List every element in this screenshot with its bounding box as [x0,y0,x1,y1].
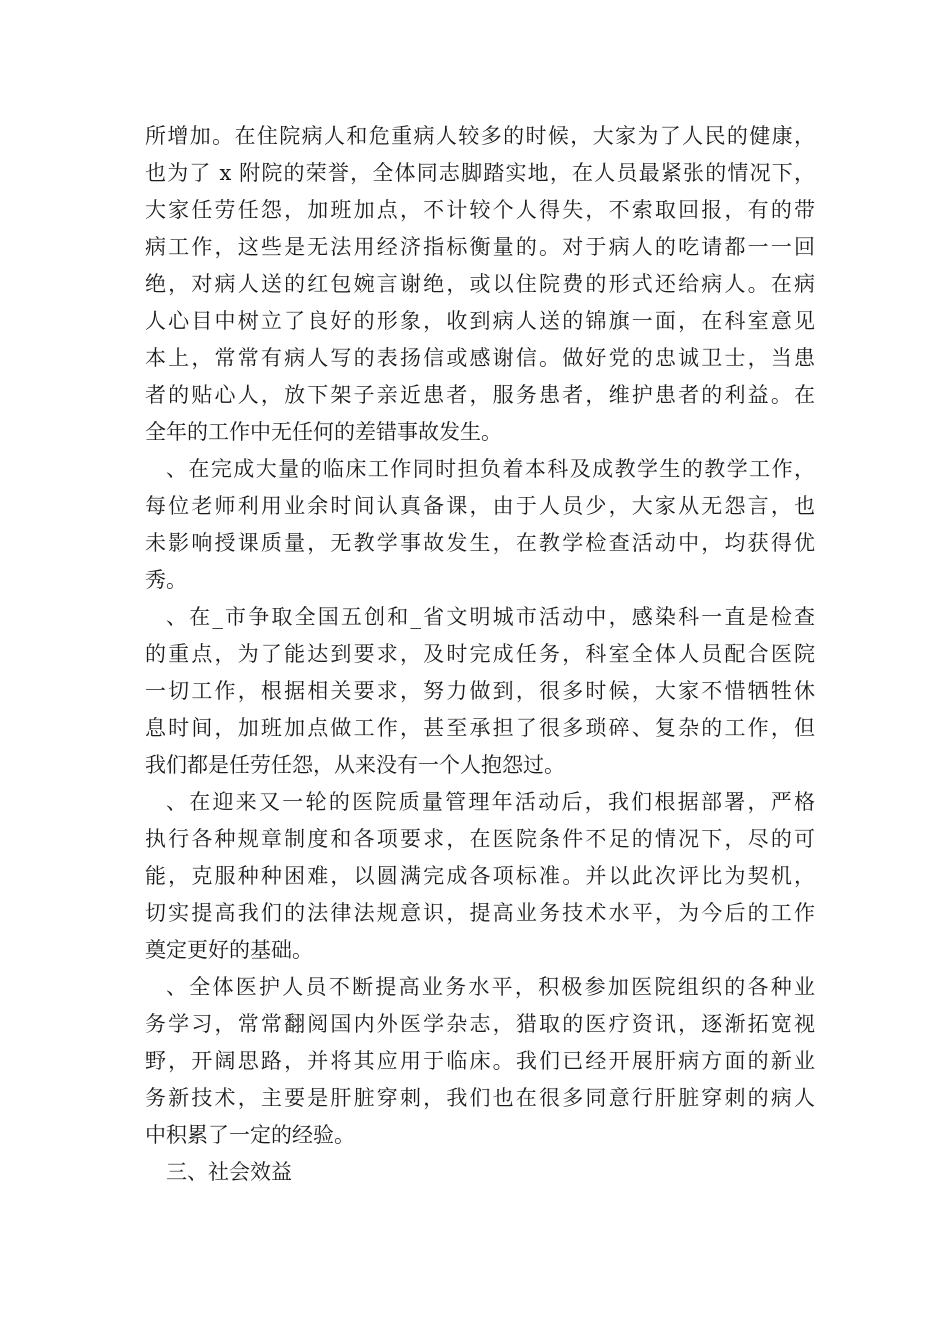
text-line: 、在_市争取全国五创和_省文明城市活动中，感染科一直是检查 [166,605,815,629]
text-line: 、在完成大量的临床工作同时担负着本科及成教学生的教学工作， [166,457,815,481]
text-line: 息时间，加班加点做工作，甚至承担了很多琐碎、复杂的工作，但 [145,716,815,740]
text-line: 的重点，为了能达到要求，及时完成任务，科室全体人员配合医院 [145,642,815,666]
paragraph-4 [145,784,815,969]
paragraph-3 [145,599,815,784]
text-line: 、在迎来又一轮的医院质量管理年活动后，我们根据部署，严格 [166,790,815,814]
text-line: 务新技术，主要是肝脏穿刺，我们也在很多同意行肝脏穿刺的病人 [145,1086,815,1110]
text-line: 大家任劳任怨，加班加点，不计较个人得失，不索取回报，有的带 [145,198,815,222]
text-line: 中积累了一定的经验。 [145,1123,355,1147]
text-line: 、全体医护人员不断提高业务水平，积极参加医院组织的各种业 [166,975,815,999]
text-line: 能，克服种种困难，以圆满完成各项标准。并以此次评比为契机， [145,864,815,888]
text-line: 病工作，这些是无法用经济指标衡量的。对于病人的吃请都一一回 [145,235,815,259]
text-line: 全年的工作中无任何的差错事故发生。 [145,420,502,444]
text-line: 每位老师利用业余时间认真备课，由于人员少，大家从无怨言，也 [145,494,815,518]
section-heading: 三、社会效益 [166,1160,292,1184]
text-line: 者的贴心人，放下架子亲近患者，服务患者，维护患者的利益。在 [145,383,815,407]
text-line: 未影响授课质量，无教学事故发生，在教学检查活动中，均获得优 [145,531,815,555]
text-line: 切实提高我们的法律法规意识，提高业务技术水平，为今后的工作 [145,901,815,925]
paragraph-2 [145,451,815,599]
paragraph-1 [145,118,815,451]
text-line: 务学习，常常翻阅国内外医学杂志，猎取的医疗资讯，逐渐拓宽视 [145,1012,815,1036]
text-line: 执行各种规章制度和各项要求，在医院条件不足的情况下，尽的可 [145,827,815,851]
text-line: 奠定更好的基础。 [145,938,313,962]
text-line: 本上，常常有病人写的表扬信或感谢信。做好党的忠诚卫士，当患 [145,346,815,370]
document-body [145,118,815,1191]
text-line: 秀。 [145,568,187,592]
paragraph-5 [145,969,815,1154]
text-line: 也为了 x 附院的荣誉，全体同志脚踏实地，在人员最紧张的情况下， [145,161,815,185]
text-line: 一切工作，根据相关要求，努力做到，很多时候，大家不惜牺牲休 [145,679,815,703]
text-line: 人心目中树立了良好的形象，收到病人送的锦旗一面，在科室意见 [145,309,815,333]
text-line: 野，开阔思路，并将其应用于临床。我们已经开展肝病方面的新业 [145,1049,815,1073]
text-line: 绝，对病人送的红包婉言谢绝，或以住院费的形式还给病人。在病 [145,272,815,296]
text-line: 所增加。在住院病人和危重病人较多的时候，大家为了人民的健康， [145,124,815,148]
text-line: 我们都是任劳任怨，从来没有一个人抱怨过。 [145,753,565,777]
